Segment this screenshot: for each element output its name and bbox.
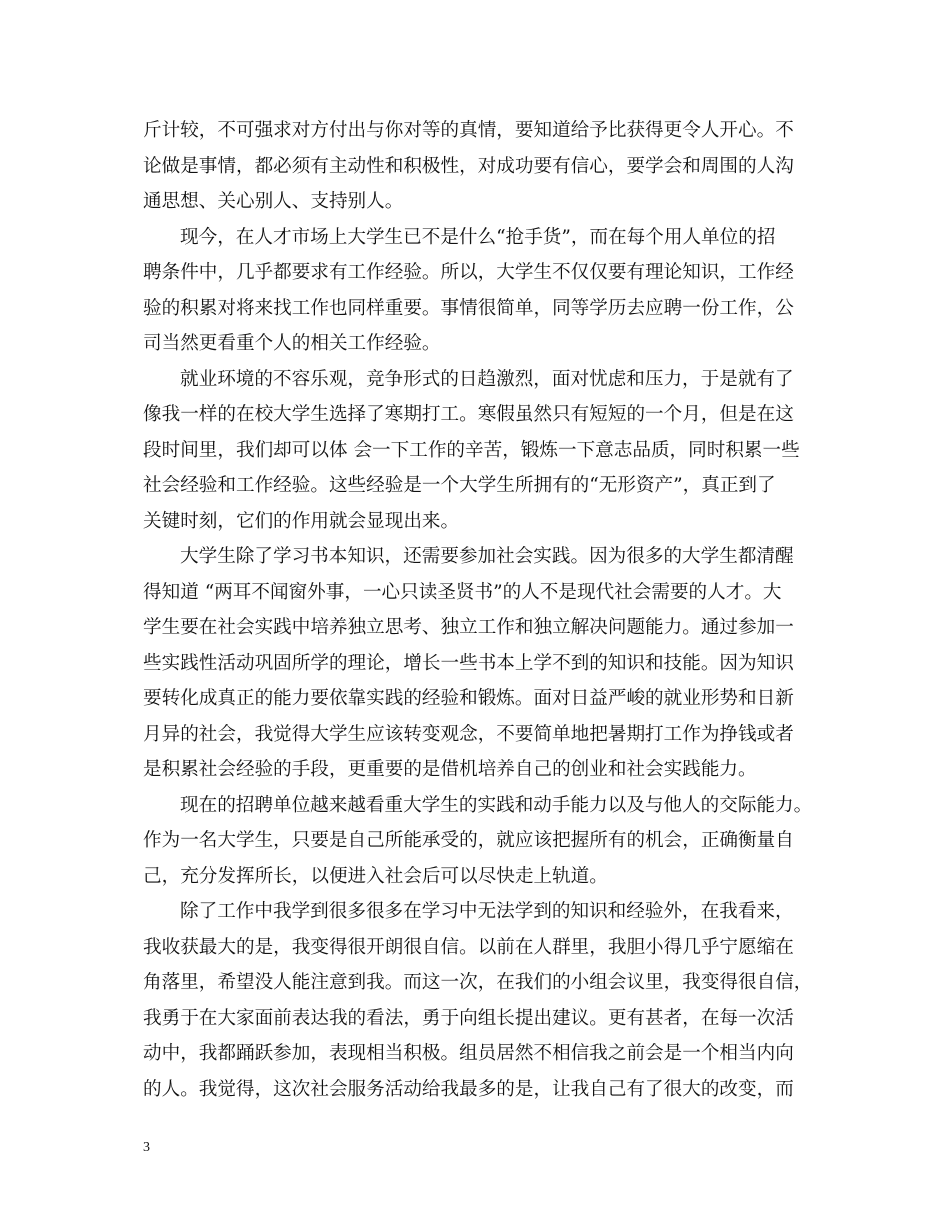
text-line: 我勇于在大家面前表达我的看法，勇于向组长提出建议。更有甚者，在每一次活 bbox=[143, 1007, 794, 1029]
paragraph-3 bbox=[143, 362, 811, 540]
text-line: 大学生除了学习书本知识，还需要参加社会实践。因为很多的大学生都清醒 bbox=[180, 546, 794, 567]
text-line: 聘条件中，几乎都要求有工作经验。所以，大学生不仅仅要有理论知识，工作经 bbox=[143, 262, 794, 283]
paragraph-4 bbox=[143, 539, 811, 788]
text-line: 像我一样的在校大学生选择了寒期打工。寒假虽然只有短短的一个月，但是在这 bbox=[143, 404, 794, 425]
text-line: 段时间里，我们却可以体 会一下工作的辛苦，锻炼一下意志品质，同时积累一些 bbox=[143, 439, 800, 461]
text-line: 现今，在人才市场上大学生已不是什么“抢手货”，而在每个用人单位的招 bbox=[180, 226, 776, 248]
text-line: 己，充分发挥所长，以便进入社会后可以尽快走上轨道。 bbox=[143, 865, 608, 887]
text-line: 学生要在社会实践中培养独立思考、独立工作和独立解决问题能力。通过参加一 bbox=[143, 617, 794, 638]
body-text bbox=[143, 113, 811, 1107]
text-line: 作为一名大学生，只要是自己所能承受的，就应该把握所有的机会，正确衡量自 bbox=[143, 830, 794, 851]
text-line: 要转化成真正的能力要依靠实践的经验和锻炼。面对日益严峻的就业形势和日新 bbox=[143, 688, 794, 709]
text-line: 司当然更看重个人的相关工作经验。 bbox=[143, 333, 441, 354]
paragraph-2 bbox=[143, 220, 811, 362]
text-line: 社会经验和工作经验。这些经验是一个大学生所拥有的“无形资产”，真正到了 bbox=[143, 475, 776, 496]
paragraph-5 bbox=[143, 788, 811, 895]
text-line: 动中，我都踊跃参加，表现相当积极。组员居然不相信我之前会是一个相当内向 bbox=[143, 1043, 794, 1064]
text-line: 得知道 “两耳不闻窗外事，一心只读圣贤书”的人不是现代社会需要的人才。大 bbox=[143, 581, 782, 603]
text-line: 我收获最大的是，我变得很开朗很自信。以前在人群里，我胆小得几乎宁愿缩在 bbox=[143, 936, 794, 958]
text-line: 现在的招聘单位越来越看重大学生的实践和动手能力以及与他人的交际能力。 bbox=[180, 794, 813, 816]
text-line: 是积累社会经验的手段，更重要的是借机培养自己的创业和社会实践能力。 bbox=[143, 759, 757, 780]
paragraph-1 bbox=[143, 113, 811, 220]
text-line: 论做是事情，都必须有主动性和积极性，对成功要有信心，要学会和周围的人沟 bbox=[143, 155, 794, 177]
text-line: 斤计较，不可强求对方付出与你对等的真情，要知道给予比获得更令人开心。不 bbox=[143, 120, 794, 141]
text-line: 关键时刻，它们的作用就会显现出来。 bbox=[143, 510, 460, 532]
paragraph-6 bbox=[143, 894, 811, 1107]
text-line: 就业环境的不容乐观，竞争形式的日趋激烈，面对忧虑和压力，于是就有了 bbox=[180, 368, 794, 390]
text-line: 的人。我觉得，这次社会服务活动给我最多的是，让我自己有了很大的改变，而 bbox=[143, 1078, 794, 1100]
text-line: 验的积累对将来找工作也同样重要。事情很简单，同等学历去应聘一份工作，公 bbox=[143, 297, 794, 319]
text-line: 除了工作中我学到很多很多在学习中无法学到的知识和经验外，在我看来， bbox=[180, 901, 794, 922]
text-line: 通思想、关心别人、支持别人。 bbox=[143, 191, 404, 212]
page-number: 3 bbox=[143, 1140, 150, 1155]
text-line: 月异的社会，我觉得大学生应该转变观念，不要简单地把暑期打工作为挣钱或者 bbox=[143, 723, 794, 745]
text-line: 些实践性活动巩固所学的理论，增长一些书本上学不到的知识和技能。因为知识 bbox=[143, 652, 794, 674]
text-line: 角落里，希望没人能注意到我。而这一次，在我们的小组会议里，我变得很自信， bbox=[143, 972, 813, 993]
